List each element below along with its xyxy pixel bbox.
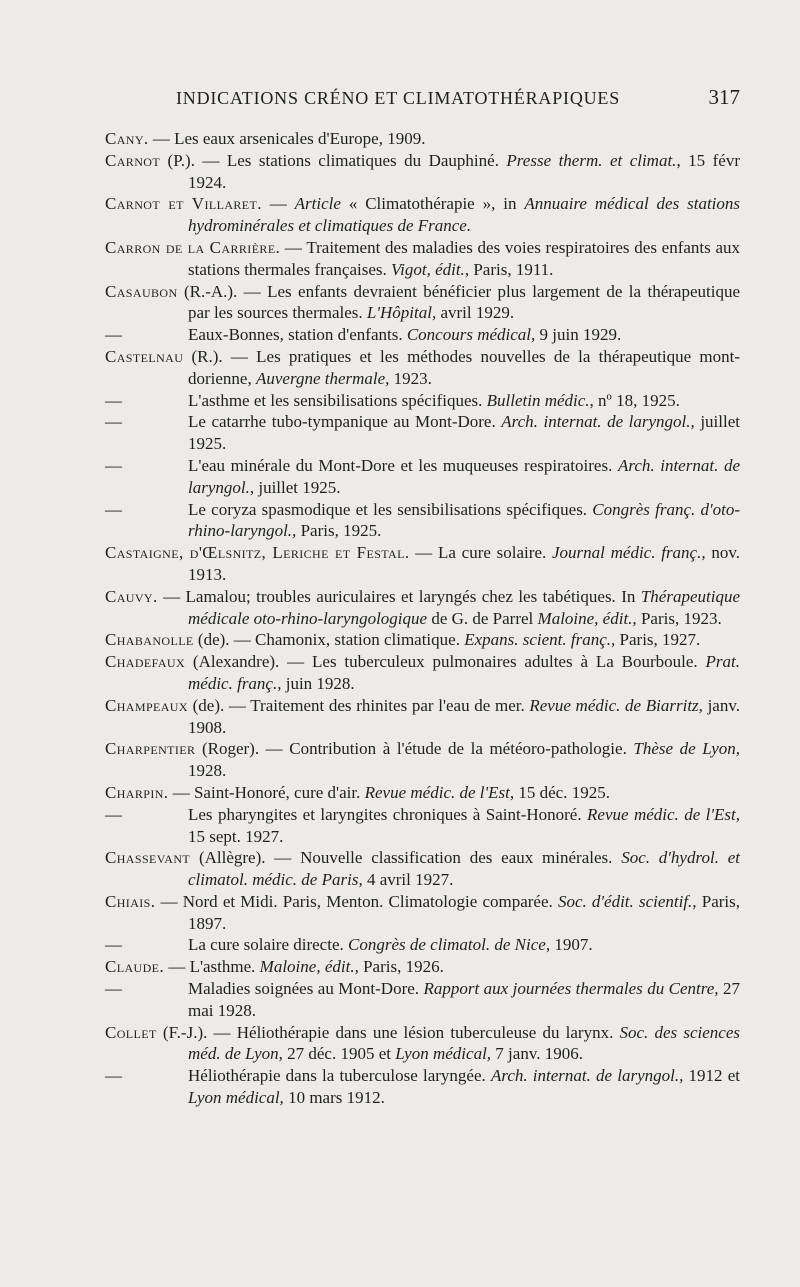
entry-text: Eaux-Bonnes, station d'enfants. [188, 325, 407, 345]
entry-source: Arch. internat. de laryngol., [501, 412, 695, 432]
entry-source: Revue médic. de l'Est, [587, 804, 740, 824]
entry-author: Cany. [105, 129, 149, 148]
entry-author: Champeaux [105, 695, 188, 715]
entry-detail: janv. 1908. [188, 695, 740, 737]
bibliography-entry [105, 128, 740, 150]
entry-detail: 27 mai 1928. [188, 979, 741, 1020]
entry-author: Carron de la Carrière. [105, 237, 281, 257]
entry-text: (Alexandre). — Les tuberculeux pulmonaires adultes à La Bourboule. [185, 652, 706, 672]
bibliography-list [105, 128, 740, 1109]
entry-source: Prat. médic. franç., [188, 652, 740, 693]
entry-text: (R.). — Les pratiques et les méthodes nouvelles de la thérapeutique mont-dorienne, [183, 346, 740, 388]
entry-detail: 27 déc. 1905 et [282, 1044, 396, 1064]
entry-detail: Paris, 1927. [615, 630, 701, 650]
entry-source: Expans. scient. franç., [464, 630, 616, 650]
entry-source: Bulletin médic., [486, 390, 594, 410]
bibliography-entry [105, 499, 740, 543]
entry-text: (F.-J.). — Héliothérapie dans une lésion tuberculeuse du larynx. [156, 1022, 620, 1042]
entry-text: — La cure solaire. [409, 543, 552, 563]
bibliography-entry [105, 281, 740, 325]
entry-author: — [105, 390, 123, 410]
entry-author: — [105, 325, 123, 345]
entry-author: Charpentier [105, 739, 196, 759]
entry-source: Revue médic. de Biarritz, [529, 695, 703, 715]
entry-text: (R.-A.). — Les enfants devraient bénéficier plus largement de la thérapeutique par les sources thermales. [177, 281, 740, 323]
entry-source: Rapport aux journées thermales du Centre, [423, 979, 719, 999]
entry-author: Carnot [105, 150, 161, 170]
entry-detail: , 15 févr 1924. [188, 150, 740, 192]
bibliography-entry [105, 390, 740, 412]
entry-source: Arch. internat. de laryngol., [188, 455, 740, 497]
entry-detail: nov. 1913. [188, 543, 741, 584]
entry-detail: 15 sept. 1927. [188, 826, 284, 846]
bibliography-entry [105, 1022, 740, 1066]
entry-detail: , Paris, 1911. [464, 259, 554, 279]
bibliography-entry [105, 934, 740, 956]
entry-author: Chiais. [105, 891, 156, 911]
entry-text: — Les eaux arsenicales d'Europe, 1909. [148, 129, 426, 148]
entry-author: — [105, 412, 123, 432]
entry-detail: 1907. [550, 935, 593, 955]
entry-text: La cure solaire directe. [188, 935, 348, 955]
bibliography-entry [105, 738, 740, 782]
entry-text: — [261, 194, 295, 214]
entry-detail: 4 avril 1927. [362, 870, 454, 890]
bibliography-entry [105, 411, 740, 455]
entry-detail: 15 déc. 1925. [514, 782, 610, 802]
entry-author: Chabanolle [105, 630, 194, 650]
entry-text: Les pharyngites et laryngites chroniques à Saint-Honoré. [188, 804, 588, 824]
entry-source: Congrès de climatol. de Nice, [348, 935, 551, 955]
bibliography-entry [105, 695, 740, 739]
bibliography-entry [105, 586, 740, 630]
bibliography-entry [105, 651, 740, 695]
entry-author: Carnot et Villaret. [105, 194, 262, 214]
bibliography-entry [105, 542, 740, 586]
entry-source: Revue médic. de l'Est, [364, 782, 515, 802]
entry-author: — [105, 499, 123, 519]
entry-author: — [105, 1066, 123, 1086]
bibliography-entry [105, 847, 740, 891]
entry-source: Journal médic. franç., [552, 543, 706, 563]
entry-text: — Saint-Honoré, cure d'air. [168, 782, 365, 802]
entry-text: Le coryza spasmodique et les sensibilisations spécifiques. [188, 499, 593, 519]
entry-text: Maladies soignées au Mont-Dore. [188, 979, 424, 999]
entry-text: (de). — Chamonix, station climatique. [193, 630, 465, 650]
entry-author: Charpin. [105, 782, 169, 802]
bibliography-entry [105, 782, 740, 804]
bibliography-entry [105, 150, 740, 194]
entry-detail: 7 janv. 1906. [491, 1044, 583, 1064]
entry-author: Chassevant [105, 848, 191, 868]
bibliography-entry [105, 956, 740, 978]
entry-detail: Paris, 1897. [188, 891, 740, 933]
entry-author: Castaigne, d'Œlsnitz, Leriche et Festal. [105, 543, 410, 563]
entry-detail: Paris, 1925. [296, 521, 382, 541]
entry-source: Arch. internat. de laryngol., [490, 1066, 684, 1086]
entry-author: Casaubon [105, 281, 178, 301]
entry-source: Thérapeutique médicale oto-rhino-laryngologique [188, 586, 740, 628]
entry-text: (P.). — Les stations climatiques du Dauphiné. [160, 150, 507, 170]
bibliography-entry [105, 978, 740, 1022]
entry-source: Annuaire médical des stations hydrominérales et climatiques de France. [188, 194, 741, 236]
entry-source: Soc. d'édit. scientif., [557, 891, 697, 911]
bibliography-entry [105, 193, 740, 237]
entry-detail: juin 1928. [281, 673, 355, 693]
bibliography-entry [105, 455, 740, 499]
entry-detail: « Climatothérapie », in [340, 194, 525, 214]
entry-source: Maloine, édit., [533, 608, 637, 628]
entry-text: — L'asthme. [164, 957, 260, 977]
bibliography-entry [105, 346, 740, 390]
entry-author: Castelnau [105, 346, 184, 366]
entry-author: — [105, 979, 123, 999]
page-number: 317 [708, 85, 740, 109]
entry-text: L'asthme et les sensibilisations spécifiques. [188, 390, 487, 410]
entry-source: Thèse de Lyon, [633, 739, 741, 759]
entry-detail: de G. de Parrel [427, 608, 534, 628]
entry-text: L'eau minérale du Mont-Dore et les muqueuses respiratoires. [188, 455, 618, 475]
entry-detail: nº 18, 1925. [593, 390, 680, 410]
entry-detail: juillet 1925. [254, 477, 341, 497]
entry-detail: juillet 1925. [188, 412, 740, 454]
entry-detail: avril 1929. [436, 303, 515, 323]
entry-author: — [105, 804, 123, 824]
entry-source: Presse therm. et climat. [506, 150, 677, 170]
running-title: INDICATIONS CRÉNO ET CLIMATOTHÉRAPIQUES [176, 88, 621, 108]
entry-text: (Roger). — Contribution à l'étude de la météoro-pathologie. [195, 739, 634, 759]
bibliography-entry [105, 891, 740, 935]
entry-source: Concours médical, [406, 325, 536, 345]
entry-text: Héliothérapie dans la tuberculose laryngée. [188, 1066, 491, 1086]
bibliography-entry [105, 324, 740, 346]
entry-source: Auvergne thermale, [255, 368, 390, 388]
entry-source: Congrès franç. d'oto-rhino-laryngol., [188, 499, 740, 541]
entry-text: Le catarrhe tubo-tympanique au Mont-Dore. [188, 412, 502, 432]
entry-text: (Allègre). — Nouvelle classification des eaux minérales. [190, 848, 622, 868]
entry-text: (de). — Traitement des rhinites par l'eau de mer. [187, 695, 530, 715]
entry-detail: 1923. [389, 368, 432, 388]
bibliography-entry [105, 1065, 740, 1109]
entry-author: — [105, 455, 123, 475]
entry-text: — Traitement des maladies des voies respiratoires des enfants aux stations thermales françaises. [188, 237, 740, 279]
entry-author: Chadefaux [105, 652, 186, 672]
entry-source: Lyon médical, [395, 1044, 492, 1064]
entry-detail: 1912 et [683, 1066, 740, 1086]
entry-detail: 1928. [188, 761, 227, 781]
entry-detail: 10 mars 1912. [283, 1088, 385, 1108]
entry-detail: Paris, 1926. [358, 957, 444, 977]
entry-source: Maloine, édit., [259, 957, 359, 977]
entry-source: Lyon médical, [188, 1088, 284, 1108]
entry-source: L'Hôpital, [366, 303, 437, 323]
bibliography-entry [105, 804, 740, 848]
entry-detail: 9 juin 1929. [535, 325, 622, 345]
entry-author: — [105, 935, 123, 955]
entry-text: — Nord et Midi. Paris, Menton. Climatologie comparée. [155, 891, 558, 911]
entry-author: Collet [105, 1022, 157, 1042]
entry-source: Soc. d'hydrol. et climatol. médic. de Paris, [188, 848, 741, 890]
entry-text: — Lamalou; troubles auriculaires et laryngés chez les tabétiques. In [157, 586, 641, 606]
entry-author: Claude. [105, 957, 165, 977]
entry-detail: Paris, 1923. [636, 608, 722, 628]
bibliography-entry [105, 629, 740, 651]
entry-source: Soc. des sciences méd. de Lyon, [188, 1022, 740, 1064]
entry-source: Article [294, 194, 341, 214]
entry-source: Vigot, édit. [391, 259, 465, 279]
entry-author: Cauvy. [105, 586, 158, 606]
bibliography-entry [105, 237, 740, 281]
